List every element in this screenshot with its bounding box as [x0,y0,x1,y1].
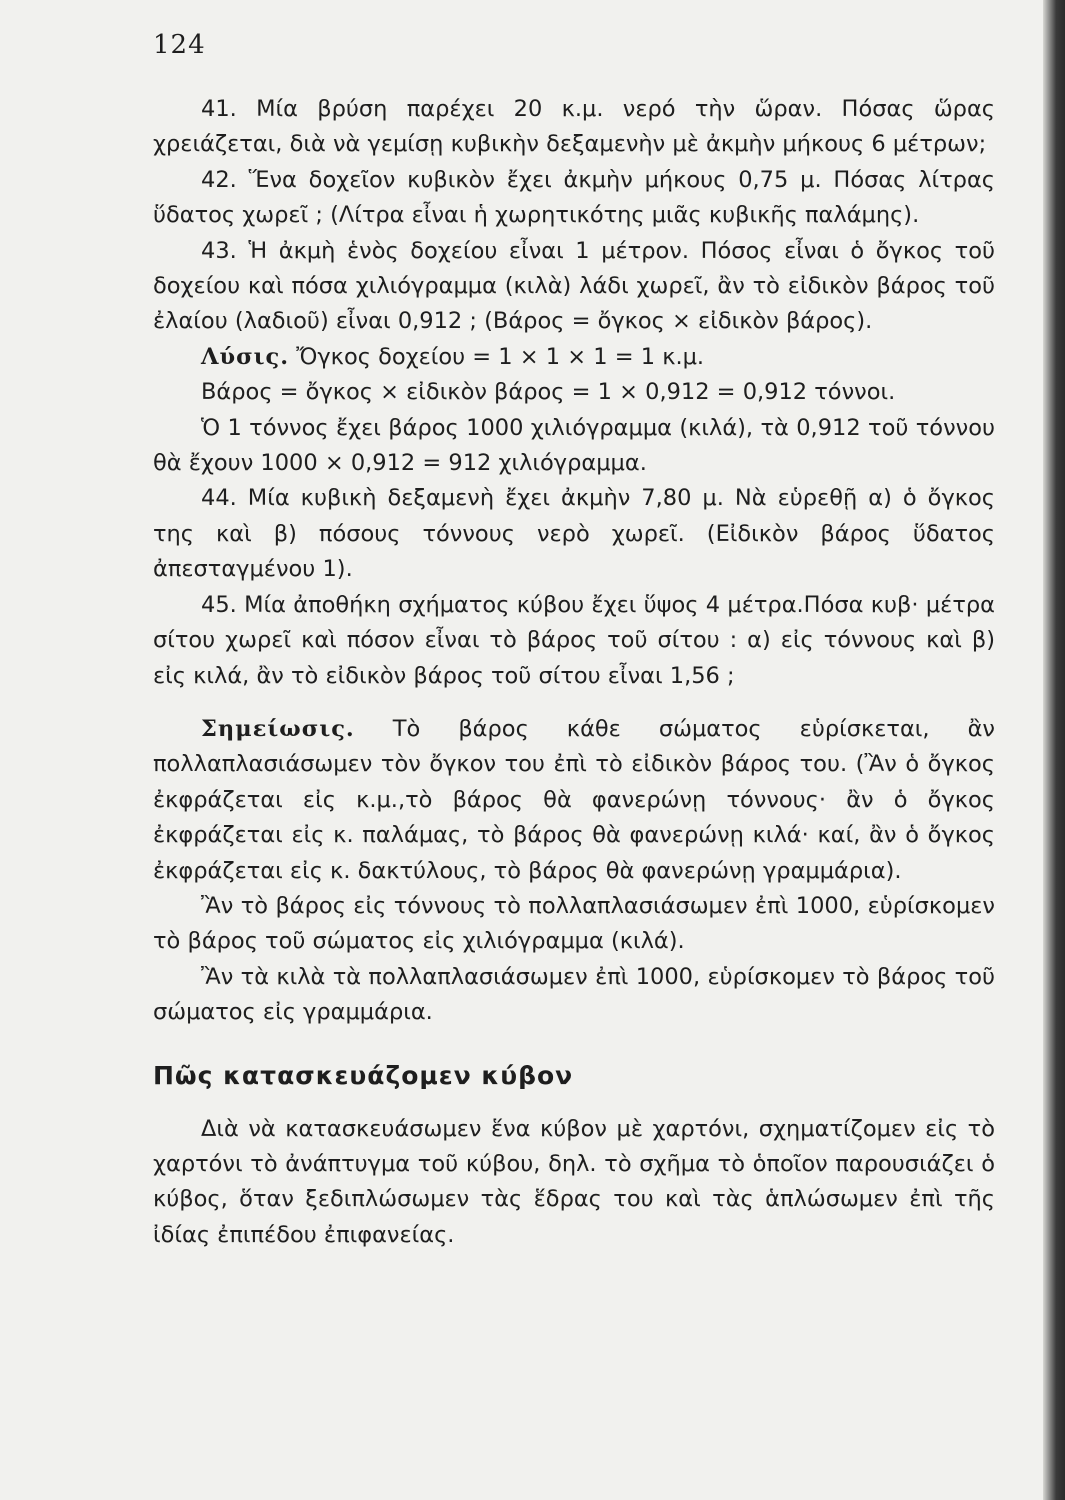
page-number: 124 [153,30,206,60]
solution-label: Λύσις. [201,343,290,370]
solution-line-2: Βάρος = ὄγκος × εἰδικὸν βάρος = 1 × 0,912 = 0,912 τόννοι. [201,379,896,406]
note-text: Τὸ βάρος κάθε σώματος εὑρίσκεται, ἂν πολλαπλασιάσωμεν τὸν ὄγκον του ἐπὶ τὸ εἰδικὸν βάρος του. (Ἂν ὁ ὄγκος ἐκφράζεται εἰς κ.μ.,τὸ βάρος θὰ φανερώνῃ τόννους· ἂν ὁ ὄγκος ἐκφράζεται εἰς κ. παλάμας, τὸ βάρος θὰ φανερώνῃ κιλά· καί, ἂν ὁ ὄγκος ἐκφράζεται εἰς κ. δακτύλους, τὸ βάρος θὰ φανερώνῃ γραμμάρια). [153,715,995,884]
problem-43: 43. Ἡ ἀκμὴ ἑνὸς δοχείου εἶναι 1 μέτρον. Πόσος εἶναι ὁ ὄγκος τοῦ δοχείου καὶ πόσα χιλιόγραμμα (κιλὰ) λάδι χωρεῖ, ἂν τὸ εἰδικὸν βάρος τοῦ ἐλαίου (λαδιοῦ) εἶναι 0,912 ; (Βάρος = ὄγκος × εἰδικὸν βάρος). [153,237,995,335]
problem-41: 41. Μία βρύση παρέχει 20 κ.μ. νερό τὴν ὥραν. Πόσας ὥρας χρειάζεται, διὰ νὰ γεμίσῃ κυβικὴν δεξαμενὴν μὲ ἀκμὴν μήκους 6 μέτρων; [153,96,995,158]
section-heading: Πῶς κατασκευάζομεν κύβον [153,1060,574,1090]
note-label: Σημείωσις. [201,715,355,742]
problem-45: 45. Μία ἀποθήκη σχήματος κύβου ἔχει ὕψος 4 μέτρα.Πόσα κυβ· μέτρα σίτου χωρεῖ καὶ πόσον εἶναι τὸ βάρος τοῦ σίτου : α) εἰς τόννους καὶ β) εἰς κιλά, ἂν τὸ εἰδικὸν βάρος τοῦ σίτου εἶναι 1,56 ; [153,591,995,689]
solution-line-1 [153,340,995,375]
page-edge-shadow [1043,0,1065,1500]
problem-42: 42. Ἕνα δοχεῖον κυβικὸν ἔχει ἀκμὴν μήκους 0,75 μ. Πόσας λίτρας ὕδατος χωρεῖ ; (Λίτρα εἶναι ἡ χωρητικότης μιᾶς κυβικῆς παλάμης). [153,166,995,229]
solution-line-3: Ὁ 1 τόννος ἔχει βάρος 1000 χιλιόγραμμα (κιλά), τὰ 0,912 τοῦ τόννου θὰ ἔχουν 1000 × 0,912 = 912 χιλιόγραμμα. [153,414,995,477]
note-paragraph-1 [153,712,995,889]
note-paragraph-2: Ἂν τὸ βάρος εἰς τόννους τὸ πολλαπλασιάσωμεν ἐπὶ 1000, εὑρίσκομεν τὸ βάρος τοῦ σώματος εἰς χιλιόγραμμα (κιλά). [153,892,995,955]
section-body: Διὰ νὰ κατασκευάσωμεν ἕνα κύβον μὲ χαρτόνι, σχηματίζομεν εἰς τὸ χαρτόνι τὸ ἀνάπτυγμα τοῦ κύβου, δηλ. τὸ σχῆμα τὸ ὁποῖον παρουσιάζει ὁ κύβος, ὅταν ξεδιπλώσωμεν τὰς ἕδρας του καὶ τὰς ἁπλώσωμεν ἐπὶ τῆς ἰδίας ἐπιπέδου ἐπιφανείας. [153,1115,995,1248]
problem-44: 44. Μία κυβικὴ δεξαμενὴ ἔχει ἀκμὴν 7,80 μ. Νὰ εὑρεθῇ α) ὁ ὄγκος της καὶ β) πόσους τόννους νερὸ χωρεῖ. (Εἰδικὸν βάρος ὕδατος ἀπεσταγμένου 1). [153,485,995,583]
solution-volume: Ὄγκος δοχείου = 1 × 1 × 1 = 1 κ.μ. [296,343,705,370]
note-paragraph-3: Ἂν τὰ κιλὰ τὰ πολλαπλασιάσωμεν ἐπὶ 1000, εὑρίσκομεν τὸ βάρος τοῦ σώματος εἰς γραμμάρια. [153,963,995,1026]
page-body [153,92,995,1253]
